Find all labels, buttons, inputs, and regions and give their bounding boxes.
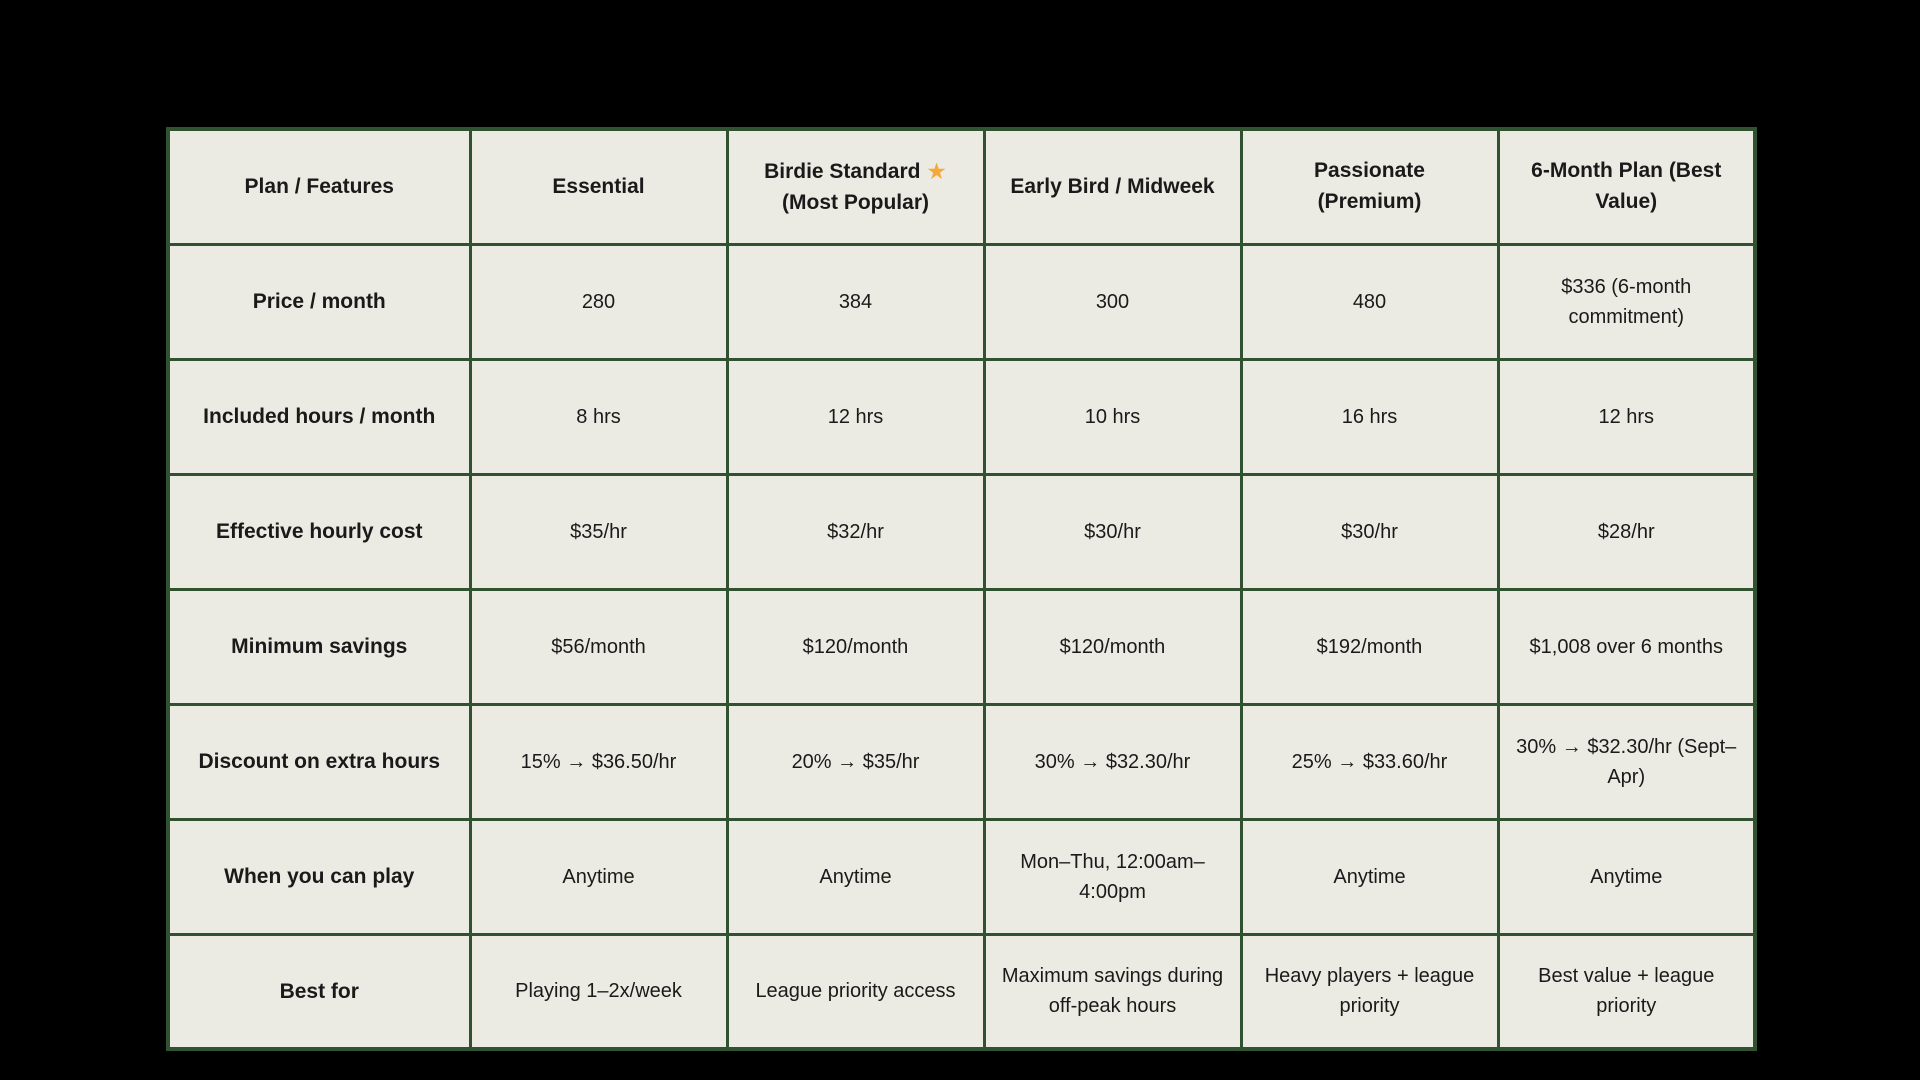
table-row-best-for: [168, 934, 1755, 1049]
table-cell: $56/month: [470, 589, 727, 704]
feature-label: Effective hourly cost: [168, 474, 470, 589]
column-header-birdie-standard: [727, 129, 984, 244]
table-cell: 384: [727, 244, 984, 359]
table-cell: 15% → $36.50/hr: [470, 704, 727, 819]
table-cell: 20% → $35/hr: [727, 704, 984, 819]
column-header-early-bird: Early Bird / Midweek: [984, 129, 1241, 244]
star-icon: ★: [926, 157, 947, 184]
table-cell: 30% → $32.30/hr: [984, 704, 1241, 819]
table-cell: Heavy players + league priority: [1241, 934, 1498, 1049]
table-cell: Playing 1–2x/week: [470, 934, 727, 1049]
table-cell: 300: [984, 244, 1241, 359]
feature-label: Included hours / month: [168, 359, 470, 474]
plan-name: Birdie Standard ★: [764, 157, 947, 184]
table-cell: $336 (6-month commitment): [1498, 244, 1755, 359]
table-cell: 16 hrs: [1241, 359, 1498, 474]
table-cell: $120/month: [727, 589, 984, 704]
plans-comparison-table: [166, 127, 1757, 1051]
feature-label: Minimum savings: [168, 589, 470, 704]
table-cell: $30/hr: [1241, 474, 1498, 589]
column-header-passionate: [1241, 129, 1498, 244]
table-row-discount-extra-hours: [168, 704, 1755, 819]
table-cell: 12 hrs: [727, 359, 984, 474]
feature-label: Best for: [168, 934, 470, 1049]
table-cell: 30% → $32.30/hr (Sept–Apr): [1498, 704, 1755, 819]
plan-name: Passionate: [1314, 159, 1425, 183]
table-cell: 480: [1241, 244, 1498, 359]
table-cell: $192/month: [1241, 589, 1498, 704]
table-row-when-you-can-play: [168, 819, 1755, 934]
table-cell: $28/hr: [1498, 474, 1755, 589]
table-row-hourly-cost: [168, 474, 1755, 589]
table-cell: 8 hrs: [470, 359, 727, 474]
column-header-6-month-plan: 6-Month Plan (Best Value): [1498, 129, 1755, 244]
column-header-features: Plan / Features: [168, 129, 470, 244]
table-cell: $120/month: [984, 589, 1241, 704]
table-row-minimum-savings: [168, 589, 1755, 704]
feature-label: Price / month: [168, 244, 470, 359]
header-row: [168, 129, 1755, 244]
feature-label: Discount on extra hours: [168, 704, 470, 819]
plan-subtitle: (Most Popular): [782, 191, 929, 215]
table-cell: $1,008 over 6 months: [1498, 589, 1755, 704]
table-cell: Anytime: [1498, 819, 1755, 934]
table-cell: $32/hr: [727, 474, 984, 589]
table-cell: Mon–Thu, 12:00am–4:00pm: [984, 819, 1241, 934]
table-cell: $35/hr: [470, 474, 727, 589]
table-cell: $30/hr: [984, 474, 1241, 589]
table-cell: Anytime: [470, 819, 727, 934]
table-cell: Maximum savings during off-peak hours: [984, 934, 1241, 1049]
table-row-price: [168, 244, 1755, 359]
table-row-included-hours: [168, 359, 1755, 474]
table-cell: Anytime: [1241, 819, 1498, 934]
table-cell: 25% → $33.60/hr: [1241, 704, 1498, 819]
table-cell: 10 hrs: [984, 359, 1241, 474]
column-header-essential: Essential: [470, 129, 727, 244]
table-cell: League priority access: [727, 934, 984, 1049]
feature-label: When you can play: [168, 819, 470, 934]
table-cell: 280: [470, 244, 727, 359]
table-cell: Best value + league priority: [1498, 934, 1755, 1049]
table-cell: 12 hrs: [1498, 359, 1755, 474]
table-cell: Anytime: [727, 819, 984, 934]
plan-subtitle: (Premium): [1317, 189, 1422, 213]
